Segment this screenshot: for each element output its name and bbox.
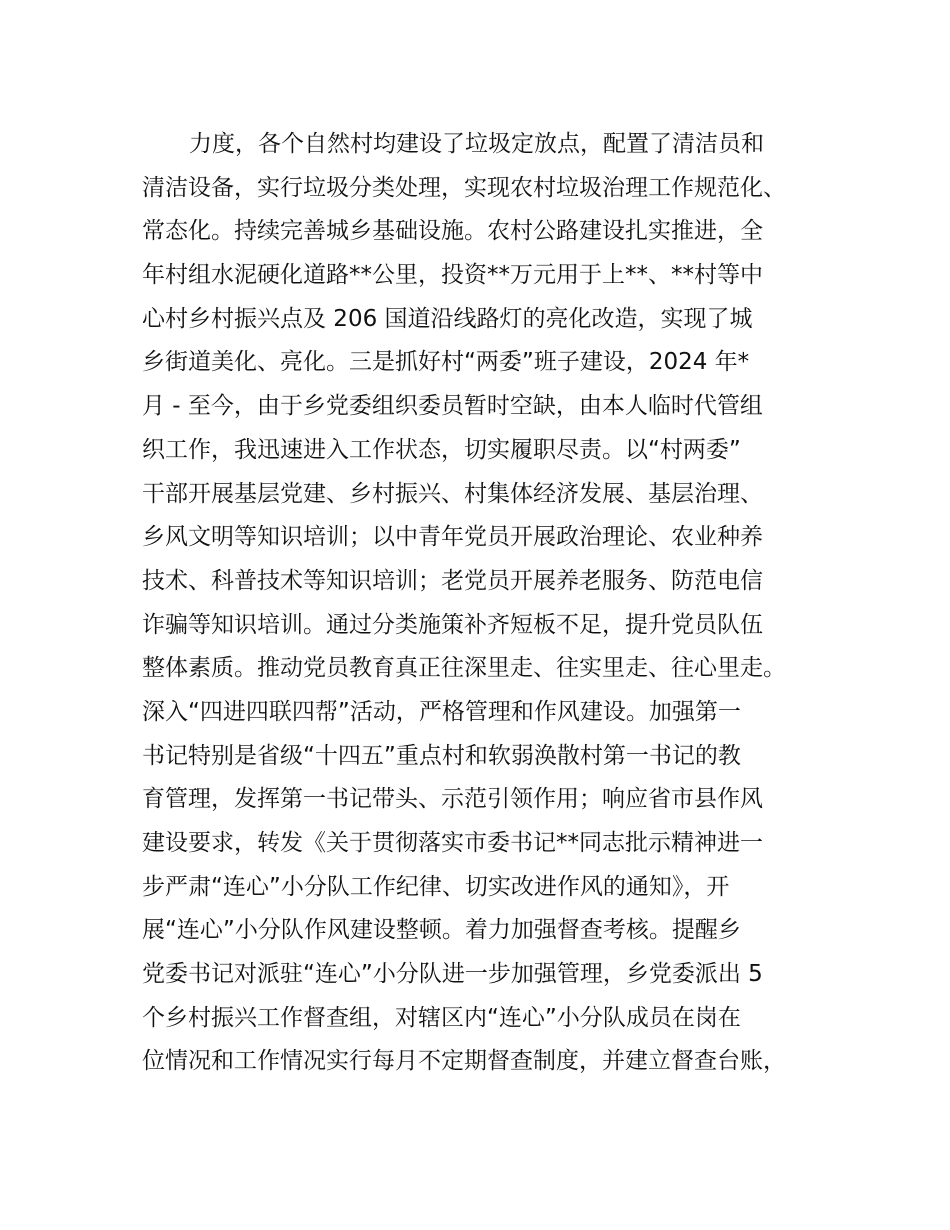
text-line: 建设要求，转发《关于贯彻落实市委书记**同志批示精神进一 [142,830,763,856]
text-line: 干部开展基层党建、乡村振兴、村集体经济发展、基层治理、 [142,480,763,507]
text-line: 清洁设备，实行垃圾分类处理，实现农村垃圾治理工作规范化、 [142,174,786,201]
text-line: 力度，各个自然村均建设了垃圾定放点，配置了清洁员和 [189,131,764,157]
text-line: 党委书记对派驻“连心”小分队进一步加强管理，乡党委派出 5 [142,961,763,988]
text-line: 深入“四进四联四帮”活动，严格管理和作风建设。加强第一 [142,698,741,725]
text-line: 整体素质。推动党员教育真正往深里走、往实里走、往心里走。 [142,655,786,682]
text-line: 位情况和工作情况实行每月不定期督查制度，并建立督查台账， [142,1048,786,1075]
text-line: 步严肃“连心”小分队工作纪律、切实改进作风的通知》，开 [142,873,730,900]
text-line: 乡街道美化、亮化。三是抓好村“两委”班子建设，2024 年* [142,349,750,376]
text-line: 常态化。持续完善城乡基础设施。农村公路建设扎实推进，全 [142,218,763,245]
text-line: 乡风文明等知识培训；以中青年党员开展政治理论、农业种养 [142,524,763,551]
text-line: 月 - 至今，由于乡党委组织委员暂时空缺，由本人临时代管组 [142,393,763,420]
text-line: 育管理，发挥第一书记带头、示范引领作用；响应省市县作风 [142,786,763,813]
text-line: 书记特别是省级“十四五”重点村和软弱涣散村第一书记的教 [142,742,741,769]
text-line: 展“连心”小分队作风建设整顿。着力加强督查考核。提醒乡 [142,917,741,944]
text-line: 织工作，我迅速进入工作状态，切实履职尽责。以“村两委” [142,436,741,463]
text-line: 技术、科普技术等知识培训；老党员开展养老服务、防范电信 [142,567,763,594]
body-paragraph [142,123,842,1084]
text-line: 年村组水泥硬化道路**公里，投资**万元用于上**、**村等中 [142,262,763,289]
text-line: 个乡村振兴工作督查组，对辖区内“连心”小分队成员在岗在 [142,1004,741,1031]
text-line: 诈骗等知识培训。通过分类施策补齐短板不足，提升党员队伍 [142,611,763,638]
text-line: 心村乡村振兴点及 206 国道沿线路灯的亮化改造，实现了城 [142,305,753,332]
